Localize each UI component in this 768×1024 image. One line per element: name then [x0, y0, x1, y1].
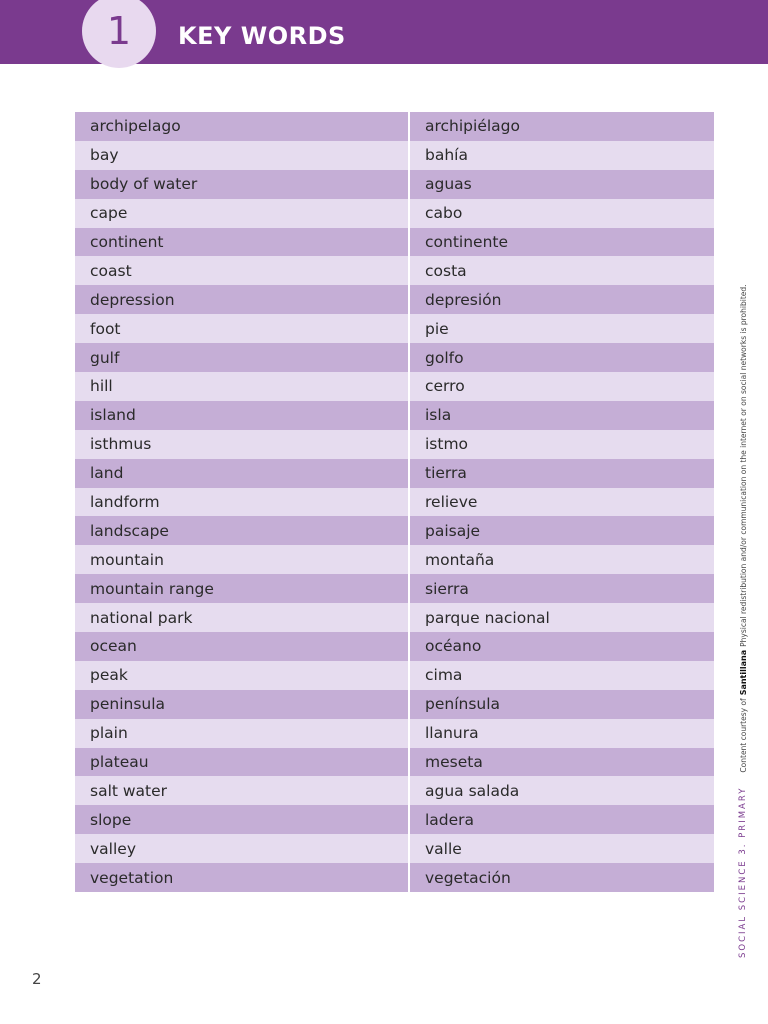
english-term: archipelago — [75, 112, 408, 141]
english-term: landscape — [75, 516, 408, 545]
table-row — [75, 776, 714, 805]
spanish-term: aguas — [410, 170, 714, 199]
header-bar — [0, 0, 768, 64]
unit-number-badge: 1 — [82, 0, 156, 68]
spanish-term: isla — [410, 401, 714, 430]
english-term: continent — [75, 228, 408, 257]
spanish-term: bahía — [410, 141, 714, 170]
spanish-term: océano — [410, 632, 714, 661]
english-term: hill — [75, 372, 408, 401]
table-row — [75, 516, 714, 545]
credit-suffix: Physical redistribution and/or communication on the internet or on social networks is prohibited. — [738, 284, 748, 647]
table-row — [75, 285, 714, 314]
english-term: gulf — [75, 343, 408, 372]
english-term: valley — [75, 834, 408, 863]
english-term: coast — [75, 256, 408, 285]
english-term: depression — [75, 285, 408, 314]
english-term: foot — [75, 314, 408, 343]
table-row — [75, 632, 714, 661]
spanish-term: golfo — [410, 343, 714, 372]
table-row — [75, 314, 714, 343]
table-row — [75, 690, 714, 719]
table-row — [75, 430, 714, 459]
side-credit — [738, 284, 748, 958]
spanish-term: sierra — [410, 574, 714, 603]
table-row — [75, 603, 714, 632]
spanish-term: continente — [410, 228, 714, 257]
table-row — [75, 372, 714, 401]
english-term: bay — [75, 141, 408, 170]
series-label: SOCIAL SCIENCE 3. PRIMARY — [738, 786, 748, 958]
table-row — [75, 228, 714, 257]
spanish-term: montaña — [410, 545, 714, 574]
spanish-term: paisaje — [410, 516, 714, 545]
spanish-term: península — [410, 690, 714, 719]
spanish-term: cerro — [410, 372, 714, 401]
table-row — [75, 256, 714, 285]
english-term: body of water — [75, 170, 408, 199]
table-row — [75, 834, 714, 863]
spanish-term: meseta — [410, 748, 714, 777]
spanish-term: llanura — [410, 719, 714, 748]
spanish-term: costa — [410, 256, 714, 285]
credit-prefix: Content courtesy of — [738, 698, 748, 773]
table-row — [75, 199, 714, 228]
english-term: slope — [75, 805, 408, 834]
spanish-term: istmo — [410, 430, 714, 459]
table-row — [75, 170, 714, 199]
table-row — [75, 545, 714, 574]
english-term: isthmus — [75, 430, 408, 459]
spanish-term: relieve — [410, 488, 714, 517]
english-term: land — [75, 459, 408, 488]
table-row — [75, 488, 714, 517]
spanish-term: cima — [410, 661, 714, 690]
spanish-term: depresión — [410, 285, 714, 314]
spanish-term: valle — [410, 834, 714, 863]
english-term: peninsula — [75, 690, 408, 719]
spanish-term: vegetación — [410, 863, 714, 892]
english-term: vegetation — [75, 863, 408, 892]
table-row — [75, 574, 714, 603]
english-term: peak — [75, 661, 408, 690]
english-term: ocean — [75, 632, 408, 661]
table-row — [75, 343, 714, 372]
table-row — [75, 748, 714, 777]
english-term: landform — [75, 488, 408, 517]
page-title: KEY WORDS — [178, 22, 346, 50]
table-row — [75, 141, 714, 170]
english-term: plateau — [75, 748, 408, 777]
table-row — [75, 401, 714, 430]
english-term: island — [75, 401, 408, 430]
english-term: national park — [75, 603, 408, 632]
spanish-term: archipiélago — [410, 112, 714, 141]
spanish-term: agua salada — [410, 776, 714, 805]
publisher-logo: Santillana — [738, 649, 748, 696]
english-term: plain — [75, 719, 408, 748]
english-term: cape — [75, 199, 408, 228]
table-row — [75, 459, 714, 488]
english-term: mountain — [75, 545, 408, 574]
page-number: 2 — [32, 970, 42, 988]
table-row — [75, 112, 714, 141]
spanish-term: ladera — [410, 805, 714, 834]
spanish-term: pie — [410, 314, 714, 343]
english-term: mountain range — [75, 574, 408, 603]
spanish-term: cabo — [410, 199, 714, 228]
spanish-term: tierra — [410, 459, 714, 488]
table-row — [75, 661, 714, 690]
spanish-term: parque nacional — [410, 603, 714, 632]
english-term: salt water — [75, 776, 408, 805]
table-row — [75, 805, 714, 834]
table-row — [75, 719, 714, 748]
vocabulary-table — [75, 112, 714, 892]
table-row — [75, 863, 714, 892]
